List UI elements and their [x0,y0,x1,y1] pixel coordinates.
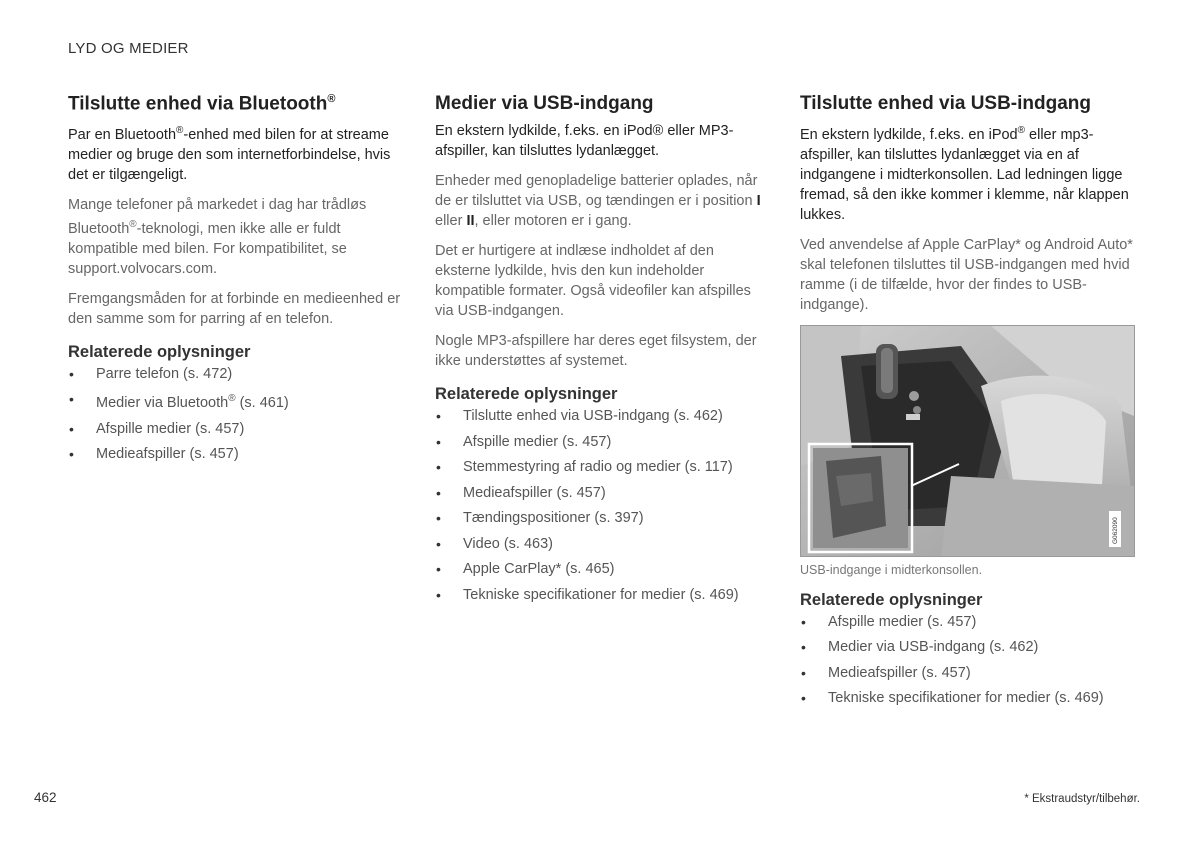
usb-connect-title: Tilslutte enhed via USB-indgang [800,93,1092,114]
usb-connect-lead: En ekstern lydkilde, f.eks. en iPod® eller mp3-afspiller, kan tilsluttes lydanlægget via en af indgangene i midterkonsollen. Lad ledningen ligge fremad, så den ikke kommer i klemme, når klappen lukkes. [800,125,1129,223]
section-header: LYD OG MEDIER [68,40,189,57]
bluetooth-paragraph-2: Fremgangsmåden for at forbinde en medieenhed er den samme som for parring af en telefon. [68,290,401,327]
related-link-medieafspiller[interactable]: • Medieafspiller (s. 457) [68,444,403,464]
related-link[interactable]: • Medieafspiller (s. 457) [800,663,1135,683]
column-usb-media [435,93,770,610]
related-link[interactable]: • Stemmestyring af radio og medier (s. 117) [435,457,770,477]
related-info-heading: Relaterede oplysninger [435,385,618,403]
related-link[interactable]: • Medieafspiller (s. 457) [435,483,770,503]
center-console-photo [800,325,1135,557]
related-list [435,406,770,605]
related-info-heading: Relaterede oplysninger [800,590,983,609]
usb-media-paragraph-2: Det er hurtigere at indlæse indholdet af den eksterne lydkilde, hvis den kun indeholder kompatible formater. Også videofiler kan afspilles via USB-indgangen. [435,243,751,319]
related-link[interactable]: • Tændingspositioner (s. 397) [435,508,770,528]
usb-media-title: Medier via USB-indgang [435,93,654,114]
photo-caption: USB-indgange i midterkonsollen. [800,562,983,577]
related-link-afspille-medier[interactable]: • Afspille medier (s. 457) [68,419,403,439]
related-link[interactable]: • Tilslutte enhed via USB-indgang (s. 462) [435,406,770,426]
related-info-heading: Relaterede oplysninger [68,342,251,361]
related-link-medier-via-bluetooth[interactable]: • Medier via Bluetooth® (s. 461) [68,389,403,413]
bluetooth-title: Tilslutte enhed via Bluetooth® [68,93,336,115]
related-link[interactable]: • Afspille medier (s. 457) [435,432,770,452]
column-bluetooth [68,93,403,470]
footnote: * Ekstraudstyr/tilbehør. [1024,793,1140,805]
related-link[interactable]: • Video (s. 463) [435,534,770,554]
bluetooth-paragraph-1: Mange telefoner på markedet i dag har trådløs Bluetooth®-teknologi, men ikke alle er fuldt kompatible med bilen. For kompatibilitet, se support.volvocars.com. [68,197,367,277]
page-number: 462 [34,790,57,805]
related-link[interactable]: • Medier via USB-indgang (s. 462) [800,637,1135,657]
related-list [68,364,403,464]
related-list [800,612,1135,709]
usb-media-paragraph-3: Nogle MP3-afspillere har deres eget filsystem, der ikke understøttes af systemet. [435,333,757,369]
related-link[interactable]: • Apple CarPlay* (s. 465) [435,559,770,579]
bluetooth-lead: Par en Bluetooth®-enhed med bilen for at streame medier og bruge den som internetforbindelse, hvis det er tilgængeligt. [68,125,391,184]
usb-media-lead: En ekstern lydkilde, f.eks. en iPod® eller MP3-afspiller, kan tilsluttes lydanlægget. [435,123,734,159]
related-link[interactable]: • Tekniske specifikationer for medier (s. 469) [435,585,770,605]
image-code: G062090 [1112,517,1119,544]
usb-connect-paragraph-1: Ved anvendelse af Apple CarPlay* og Android Auto* skal telefonen tilsluttes til USB-indgangen med hvid ramme (i de tilfælde, hvor der findes to USB-indgange). [800,236,1133,313]
related-link[interactable]: • Tekniske specifikationer for medier (s. 469) [800,688,1135,708]
related-link-parre-telefon[interactable]: • Parre telefon (s. 472) [68,364,403,384]
center-console-illustration [801,326,1134,556]
usb-media-paragraph-1: Enheder med genopladelige batterier oplades, når de er tilsluttet via USB, og tændingen er i position I eller II, eller motoren er i gang. [435,173,761,229]
column-usb-connect [800,93,1135,714]
related-link[interactable]: • Afspille medier (s. 457) [800,612,1135,632]
